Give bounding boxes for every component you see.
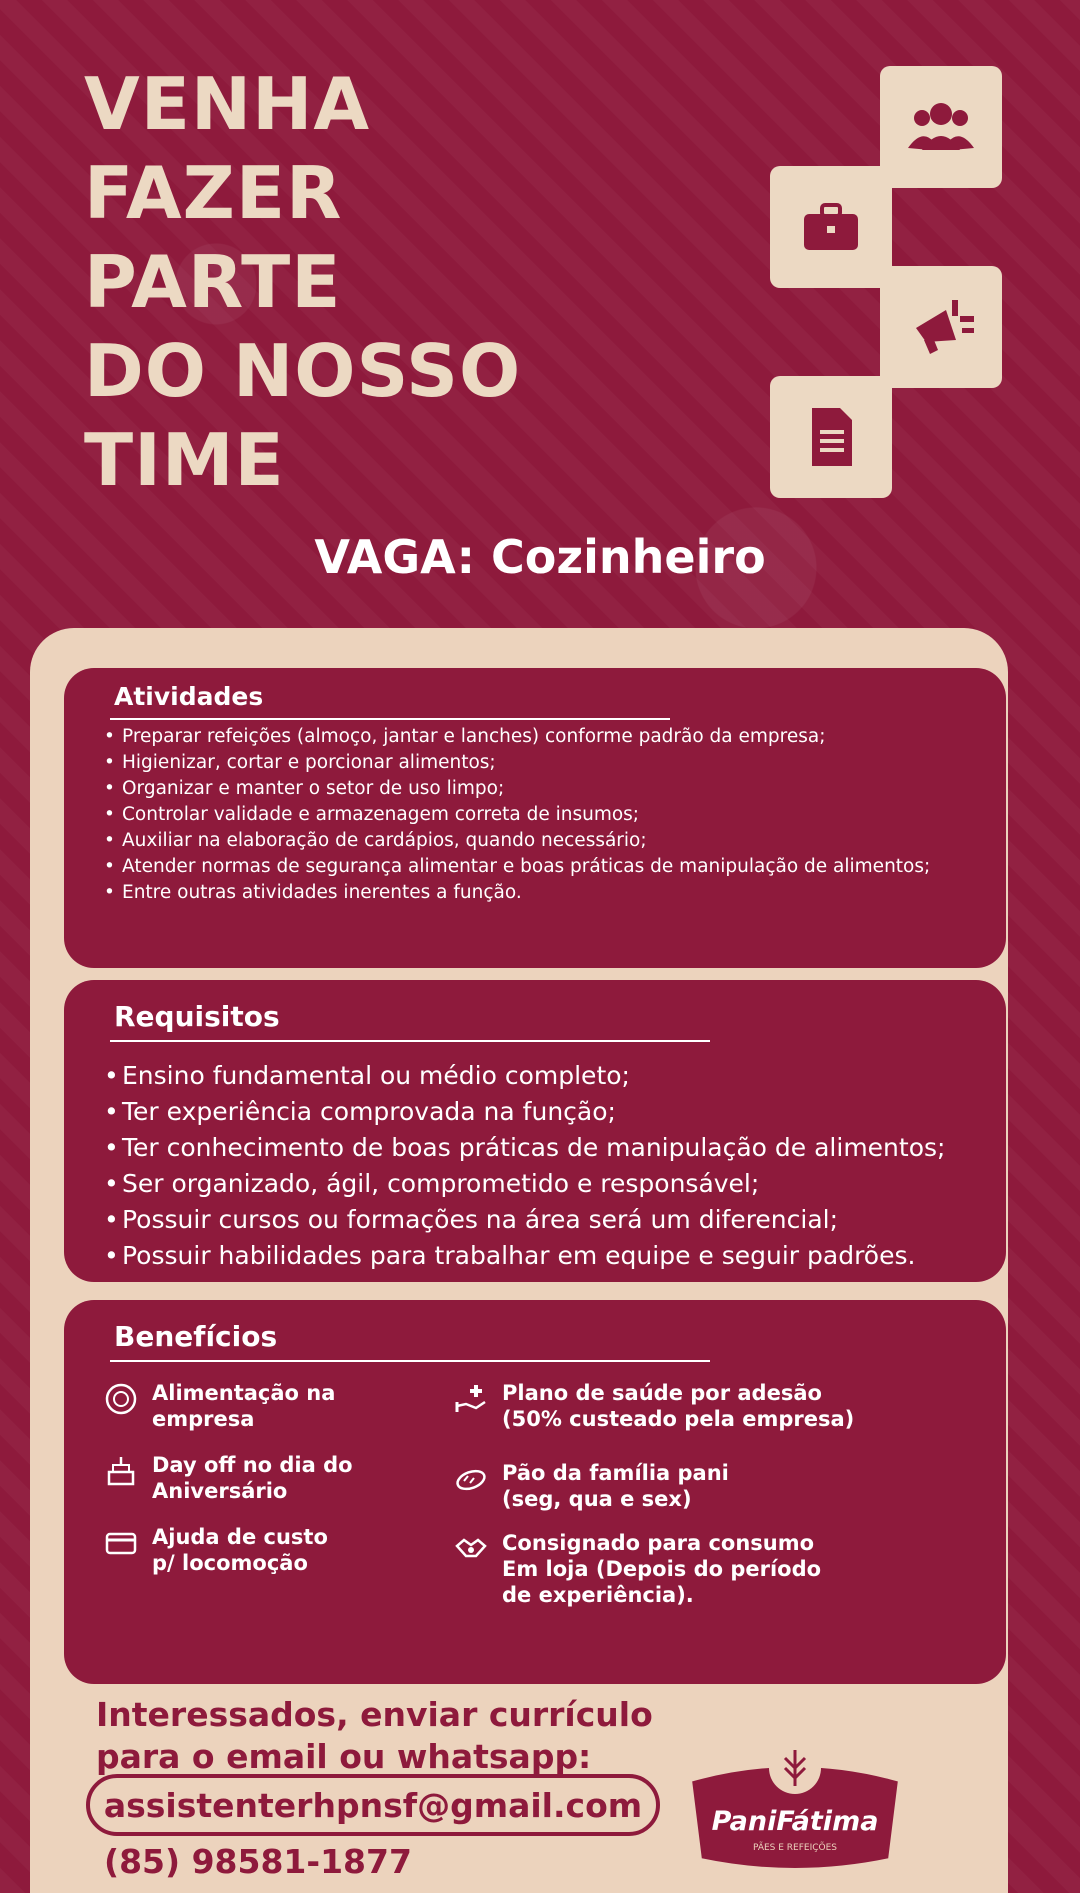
megaphone-icon xyxy=(880,266,1002,388)
headline-line: TIME xyxy=(84,418,285,502)
list-item: • Controlar validade e armazenagem correta de insumos; xyxy=(104,802,980,828)
list-item: • Entre outras atividades inerentes a função. xyxy=(104,880,980,906)
list-item: • Auxiliar na elaboração de cardápios, quando necessário; xyxy=(104,828,980,854)
phone-link[interactable]: (85) 98581-1877 xyxy=(104,1842,412,1881)
contact-instructions xyxy=(96,1694,653,1778)
icon-tiles xyxy=(770,66,1010,506)
benefit-text: Pão da família pani xyxy=(502,1461,729,1485)
divider xyxy=(110,718,670,720)
document-icon xyxy=(770,376,892,498)
benefit-text: de experiência). xyxy=(502,1583,694,1607)
activities-title: Atividades xyxy=(114,682,264,711)
benefit-item xyxy=(454,1460,729,1512)
requirements-title: Requisitos xyxy=(114,1000,280,1033)
benefit-text: p/ locomoção xyxy=(152,1551,308,1575)
benefit-text: Em loja (Depois do período xyxy=(502,1557,822,1581)
benefit-text: empresa xyxy=(152,1407,255,1431)
contact-line: para o email ou whatsapp: xyxy=(96,1737,592,1776)
list-item: • Ensino fundamental ou médio completo; xyxy=(104,1058,980,1094)
benefit-item xyxy=(104,1380,335,1432)
list-item: • Ter conhecimento de boas práticas de manipulação de alimentos; xyxy=(104,1130,980,1166)
list-item: • Possuir habilidades para trabalhar em equipe e seguir padrões. xyxy=(104,1238,980,1274)
email-link[interactable]: assistenterhpnsf@gmail.com xyxy=(86,1774,660,1836)
benefit-item xyxy=(104,1524,328,1576)
list-item: • Ser organizado, ágil, comprometido e responsável; xyxy=(104,1166,980,1202)
divider xyxy=(110,1360,710,1362)
benefit-text: (50% custeado pela empresa) xyxy=(502,1407,855,1431)
headline-line: VENHA xyxy=(84,62,371,146)
headline xyxy=(84,60,521,505)
handshake-icon xyxy=(454,1532,488,1566)
benefit-item xyxy=(454,1530,821,1608)
benefit-text: Day off no dia do xyxy=(152,1453,353,1477)
benefit-item xyxy=(454,1380,854,1432)
bread-icon xyxy=(454,1462,488,1496)
card-icon xyxy=(104,1526,138,1560)
benefit-text: Alimentação na xyxy=(152,1381,336,1405)
benefit-text: (seg, qua e sex) xyxy=(502,1487,692,1511)
headline-line: PARTE xyxy=(84,240,342,324)
benefits-title: Benefícios xyxy=(114,1320,278,1353)
list-item: • Preparar refeições (almoço, jantar e lanches) conforme padrão da empresa; xyxy=(104,724,980,750)
activities-card xyxy=(64,668,1006,968)
briefcase-icon xyxy=(770,166,892,288)
contact-line: Interessados, enviar currículo xyxy=(96,1695,653,1734)
requirements-card xyxy=(64,980,1006,1282)
logo-text: PaniFátima xyxy=(711,1806,879,1837)
headline-line: FAZER xyxy=(84,151,343,235)
benefit-item xyxy=(104,1452,353,1504)
health-hand-icon xyxy=(454,1382,488,1416)
plate-icon xyxy=(104,1382,138,1416)
benefit-text: Ajuda de custo xyxy=(152,1525,328,1549)
people-icon xyxy=(880,66,1002,188)
job-title: VAGA: Cozinheiro xyxy=(314,530,766,584)
list-item: • Organizar e manter o setor de uso limpo; xyxy=(104,776,980,802)
list-item: • Possuir cursos ou formações na área será um diferencial; xyxy=(104,1202,980,1238)
list-item: • Atender normas de segurança alimentar e boas práticas de manipulação de alimentos; xyxy=(104,854,980,880)
list-item: • Ter experiência comprovada na função; xyxy=(104,1094,980,1130)
cake-icon xyxy=(104,1454,138,1488)
benefits-card xyxy=(64,1300,1006,1684)
requirements-list xyxy=(104,1058,980,1274)
activities-list xyxy=(104,724,980,906)
benefit-text: Aniversário xyxy=(152,1479,288,1503)
benefit-text: Plano de saúde por adesão xyxy=(502,1381,822,1405)
logo-tagline: PÃES E REFEIÇÕES xyxy=(752,1843,838,1853)
brand-logo xyxy=(680,1740,910,1880)
divider xyxy=(110,1040,710,1042)
list-item: • Higienizar, cortar e porcionar alimentos; xyxy=(104,750,980,776)
headline-line: DO NOSSO xyxy=(84,329,522,413)
benefit-text: Consignado para consumo xyxy=(502,1531,815,1555)
